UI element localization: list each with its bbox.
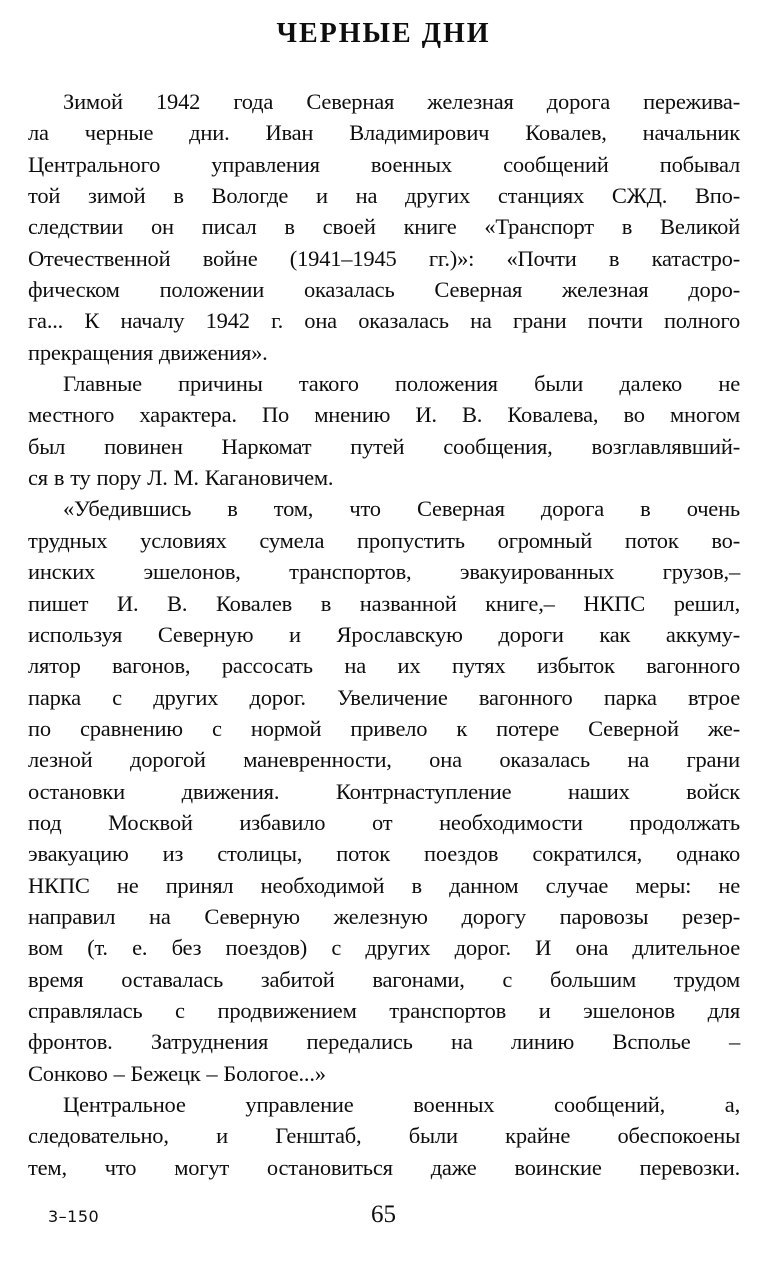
text-line: местного характера. По мнению И. В. Ковалева, во многом: [28, 402, 740, 428]
text-line: лятор вагонов, рассосать на их путях избыток вагонного: [28, 653, 740, 679]
text-line: той зимой в Вологде и на других станциях СЖД. Впо-: [28, 183, 740, 209]
text-line: фическом положении оказалась Северная железная доро-: [28, 277, 740, 303]
text-line: Отечественной войне (1941–1945 гг.)»: «Почти в катастро-: [28, 245, 740, 271]
text-line: под Москвой избавило от необходимости продолжать: [28, 809, 740, 835]
text-line: был повинен Наркомат путей сообщения, возглавлявший-: [28, 433, 740, 459]
body-text: [28, 86, 740, 1183]
text-line: используя Северную и Ярославскую дороги как аккуму-: [28, 621, 740, 647]
text-line: следовательно, и Генштаб, были крайне обеспокоены: [28, 1123, 740, 1149]
text-line: Главные причины такого положения были далеко не: [63, 371, 740, 397]
text-line: Центрального управления военных сообщений побывал: [28, 151, 740, 177]
text-line: ся в ту пору Л. М. Кагановичем.: [28, 465, 334, 491]
text-line: следствии он писал в своей книге «Транспорт в Великой: [28, 214, 740, 240]
text-line: Центральное управление военных сообщений, а,: [63, 1092, 740, 1117]
paragraph: [28, 86, 740, 368]
text-line: по сравнению с нормой привело к потере Северной же-: [28, 715, 740, 741]
text-line: НКПС не принял необходимой в данном случае меры: не: [28, 872, 740, 898]
text-line: направил на Северную железную дорогу паровозы резер-: [28, 903, 740, 929]
text-line: Зимой 1942 года Северная железная дорога пережива-: [63, 89, 740, 114]
text-line: фронтов. Затруднения передались на линию Всполье –: [28, 1029, 740, 1055]
text-line: га... К началу 1942 г. она оказалась на грани почти полного: [28, 308, 740, 334]
text-line: парка с других дорог. Увеличение вагонного парка втрое: [28, 684, 740, 710]
page-number: 65: [371, 1201, 396, 1228]
text-line: лезной дорогой маневренности, она оказалась на грани: [28, 747, 740, 773]
text-line: Сонково – Бежецк – Бологое...»: [28, 1060, 326, 1086]
print-signature: 3–150: [48, 1207, 100, 1226]
text-line: эвакуацию из столицы, поток поездов сократился, однако: [28, 841, 740, 867]
text-line: тем, что могут остановиться даже воинские перевозки.: [28, 1154, 740, 1180]
chapter-title: ЧЕРНЫЕ ДНИ: [276, 18, 491, 49]
text-line: ла черные дни. Иван Владимирович Ковалев, начальник: [28, 120, 740, 146]
paragraph: [28, 493, 740, 1089]
text-line: время оставалась забитой вагонами, с большим трудом: [28, 966, 740, 992]
text-line: «Убедившись в том, что Северная дорога в очень: [63, 496, 740, 522]
text-line: прекращения движения».: [28, 339, 268, 365]
text-line: трудных условиях сумела пропустить огромный поток во-: [28, 527, 740, 553]
text-line: пишет И. В. Ковалев в названной книге,– НКПС решил,: [28, 590, 740, 616]
text-line: справлялась с продвижением транспортов и эшелонов для: [28, 997, 740, 1023]
paragraph: [28, 368, 740, 493]
text-line: вом (т. е. без поездов) с других дорог. И она длительное: [28, 935, 740, 961]
paragraph: [28, 1089, 740, 1183]
text-line: инских эшелонов, транспортов, эвакуированных грузов,–: [28, 559, 740, 585]
page-footer: [0, 1201, 767, 1235]
text-line: остановки движения. Контрнаступление наших войск: [28, 778, 740, 804]
